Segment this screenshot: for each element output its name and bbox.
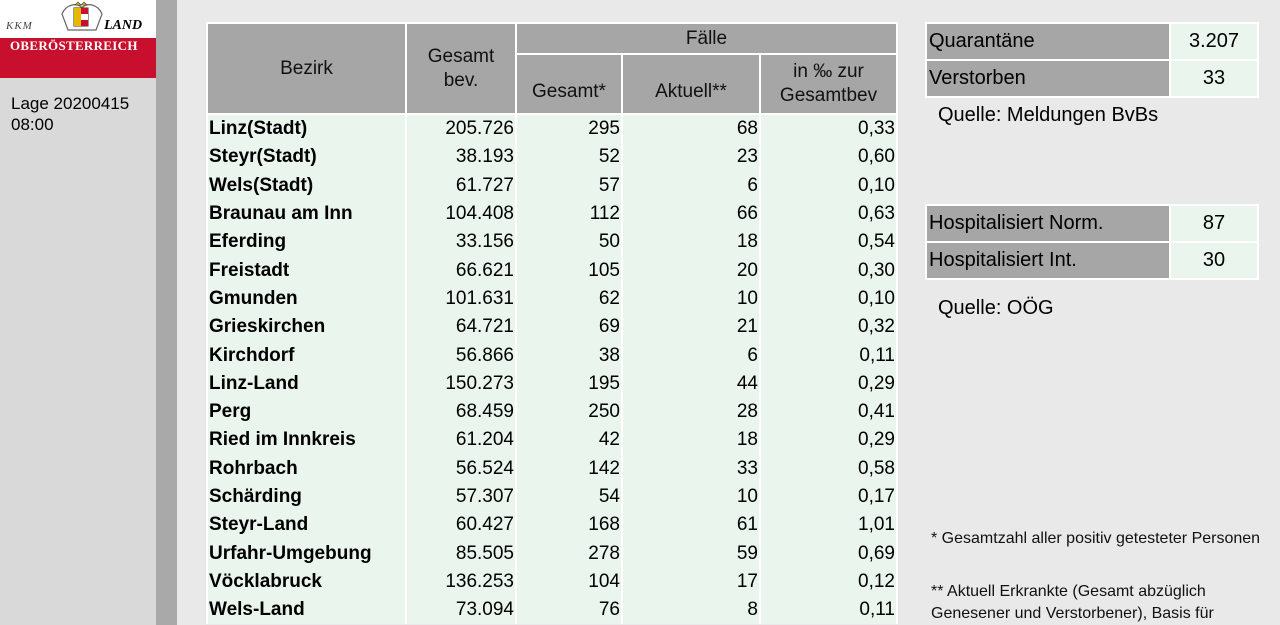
gesamt-bev-cell: 101.631 [406, 285, 516, 313]
bezirk-cell: Perg [207, 398, 406, 426]
land-ooe-logo [0, 0, 156, 78]
promille-cell: 1,01 [760, 511, 897, 539]
bezirk-cell: Steyr-Land [207, 511, 406, 539]
bezirk-cell: Kirchdorf [207, 341, 406, 369]
faelle-gesamt-cell: 62 [516, 285, 622, 313]
bezirk-cell: Schärding [207, 483, 406, 511]
faelle-gesamt-cell: 295 [516, 114, 622, 143]
promille-cell: 0,60 [760, 143, 897, 171]
footnote-gesamt: * Gesamtzahl aller positiv getesteter Personen [931, 530, 1261, 547]
gesamt-bev-cell: 73.094 [406, 596, 516, 624]
bezirk-cell: Vöcklabruck [207, 568, 406, 596]
faelle-aktuell-cell: 18 [622, 228, 760, 256]
gesamt-bev-cell: 104.408 [406, 200, 516, 228]
bezirk-cell: Urfahr-Umgebung [207, 539, 406, 567]
logo-band [0, 38, 156, 78]
promille-cell: 0,63 [760, 200, 897, 228]
table-row [207, 596, 897, 624]
faelle-gesamt-cell: 69 [516, 313, 622, 341]
left-panel [0, 0, 156, 625]
gesamt-bev-cell: 56.524 [406, 455, 516, 483]
logo-region-text: OBERÖSTERREICH [10, 38, 138, 53]
verstorben-label: Verstorben [926, 60, 1170, 97]
table-row [207, 256, 897, 284]
left-divider-stripe [156, 0, 177, 625]
hospital-box [925, 204, 1259, 280]
bezirk-cell: Grieskirchen [207, 313, 406, 341]
gesamt-bev-cell: 66.621 [406, 256, 516, 284]
faelle-gesamt-cell: 42 [516, 426, 622, 454]
faelle-aktuell-cell: 18 [622, 426, 760, 454]
faelle-aktuell-cell: 6 [622, 172, 760, 200]
table-row [207, 426, 897, 454]
gesamt-bev-cell: 33.156 [406, 228, 516, 256]
table-row [207, 455, 897, 483]
table-row [207, 370, 897, 398]
faelle-gesamt-cell: 38 [516, 341, 622, 369]
faelle-aktuell-cell: 20 [622, 256, 760, 284]
promille-cell: 0,29 [760, 426, 897, 454]
quarantaene-value: 3.207 [1170, 23, 1258, 60]
col-header-faelle: Fälle [516, 23, 897, 54]
bezirk-cell: Linz-Land [207, 370, 406, 398]
faelle-aktuell-cell: 59 [622, 539, 760, 567]
faelle-aktuell-cell: 8 [622, 596, 760, 624]
bezirk-cell: Eferding [207, 228, 406, 256]
promille-cell: 0,11 [760, 341, 897, 369]
quelle-oeg: Quelle: OÖG [938, 297, 1054, 319]
table-row [207, 143, 897, 171]
gesamt-bev-cell: 60.427 [406, 511, 516, 539]
faelle-aktuell-cell: 66 [622, 200, 760, 228]
table-row [207, 114, 897, 143]
bezirk-cell: Freistadt [207, 256, 406, 284]
quarantaene-label: Quarantäne [926, 23, 1170, 60]
promille-cell: 0,17 [760, 483, 897, 511]
promille-cell: 0,54 [760, 228, 897, 256]
table-row [207, 511, 897, 539]
gesamt-bev-cell: 57.307 [406, 483, 516, 511]
bezirk-cell: Wels-Land [207, 596, 406, 624]
promille-cell: 0,33 [760, 114, 897, 143]
faelle-aktuell-cell: 33 [622, 455, 760, 483]
hospitalisiert-norm-value: 87 [1170, 205, 1258, 242]
gesamt-bev-cell: 61.204 [406, 426, 516, 454]
faelle-gesamt-cell: 57 [516, 172, 622, 200]
faelle-aktuell-cell: 44 [622, 370, 760, 398]
gesamt-bev-cell: 85.505 [406, 539, 516, 567]
promille-cell: 0,12 [760, 568, 897, 596]
faelle-gesamt-cell: 195 [516, 370, 622, 398]
col-header-aktuell: Aktuell** [622, 54, 760, 114]
logo-kkm-text: KKM [6, 20, 33, 32]
faelle-aktuell-cell: 6 [622, 341, 760, 369]
footnote-aktuell: ** Aktuell Erkrankte (Gesamt abzüglich Genesener und Verstorbener), Basis für [931, 583, 1214, 622]
faelle-aktuell-cell: 17 [622, 568, 760, 596]
bezirk-cell: Steyr(Stadt) [207, 143, 406, 171]
coat-of-arms-icon [56, 0, 106, 36]
bezirk-cell: Ried im Innkreis [207, 426, 406, 454]
gesamt-bev-cell: 61.727 [406, 172, 516, 200]
promille-cell: 0,58 [760, 455, 897, 483]
gesamt-bev-cell: 150.273 [406, 370, 516, 398]
faelle-aktuell-cell: 10 [622, 483, 760, 511]
faelle-gesamt-cell: 250 [516, 398, 622, 426]
table-row [207, 539, 897, 567]
table-row [207, 172, 897, 200]
gesamt-bev-cell: 205.726 [406, 114, 516, 143]
gesamt-bev-cell: 64.721 [406, 313, 516, 341]
col-header-promille: in ‰ zur Gesamtbev [760, 54, 897, 114]
promille-cell: 0,32 [760, 313, 897, 341]
faelle-aktuell-cell: 28 [622, 398, 760, 426]
faelle-aktuell-cell: 68 [622, 114, 760, 143]
quelle-bvbs: Quelle: Meldungen BvBs [938, 104, 1159, 126]
faelle-aktuell-cell: 61 [622, 511, 760, 539]
gesamt-bev-cell: 68.459 [406, 398, 516, 426]
promille-cell: 0,30 [760, 256, 897, 284]
bezirk-cell: Linz(Stadt) [207, 114, 406, 143]
table-row [207, 285, 897, 313]
gesamt-bev-cell: 56.866 [406, 341, 516, 369]
faelle-aktuell-cell: 10 [622, 285, 760, 313]
faelle-gesamt-cell: 278 [516, 539, 622, 567]
bezirk-cell: Gmunden [207, 285, 406, 313]
faelle-aktuell-cell: 23 [622, 143, 760, 171]
faelle-gesamt-cell: 112 [516, 200, 622, 228]
gesamt-bev-cell: 38.193 [406, 143, 516, 171]
faelle-aktuell-cell: 21 [622, 313, 760, 341]
table-row [207, 568, 897, 596]
faelle-gesamt-cell: 105 [516, 256, 622, 284]
promille-cell: 0,69 [760, 539, 897, 567]
bezirk-cell: Rohrbach [207, 455, 406, 483]
hospitalisiert-int-label: Hospitalisiert Int. [926, 242, 1170, 279]
bezirk-cell: Braunau am Inn [207, 200, 406, 228]
table-row [207, 483, 897, 511]
col-header-gesamt-bev: Gesamt bev. [406, 23, 516, 114]
faelle-gesamt-cell: 50 [516, 228, 622, 256]
faelle-gesamt-cell: 76 [516, 596, 622, 624]
table-row [207, 313, 897, 341]
faelle-gesamt-cell: 142 [516, 455, 622, 483]
table-row [207, 200, 897, 228]
promille-cell: 0,29 [760, 370, 897, 398]
table-row [207, 341, 897, 369]
promille-cell: 0,11 [760, 596, 897, 624]
faelle-gesamt-cell: 54 [516, 483, 622, 511]
quarantine-box [925, 22, 1259, 98]
lage-timestamp: Lage 20200415 08:00 [11, 94, 130, 134]
table-row [207, 398, 897, 426]
promille-cell: 0,10 [760, 172, 897, 200]
faelle-gesamt-cell: 104 [516, 568, 622, 596]
hospitalisiert-norm-label: Hospitalisiert Norm. [926, 205, 1170, 242]
table-body [207, 114, 897, 624]
col-header-gesamt: Gesamt* [516, 54, 622, 114]
table-row [207, 228, 897, 256]
gesamt-bev-cell: 136.253 [406, 568, 516, 596]
logo-land-text: LAND [104, 18, 143, 33]
col-header-bezirk: Bezirk [207, 23, 406, 114]
promille-cell: 0,10 [760, 285, 897, 313]
faelle-gesamt-cell: 52 [516, 143, 622, 171]
faelle-gesamt-cell: 168 [516, 511, 622, 539]
bezirk-cell: Wels(Stadt) [207, 172, 406, 200]
promille-cell: 0,41 [760, 398, 897, 426]
hospitalisiert-int-value: 30 [1170, 242, 1258, 279]
district-cases-table [206, 22, 898, 624]
verstorben-value: 33 [1170, 60, 1258, 97]
